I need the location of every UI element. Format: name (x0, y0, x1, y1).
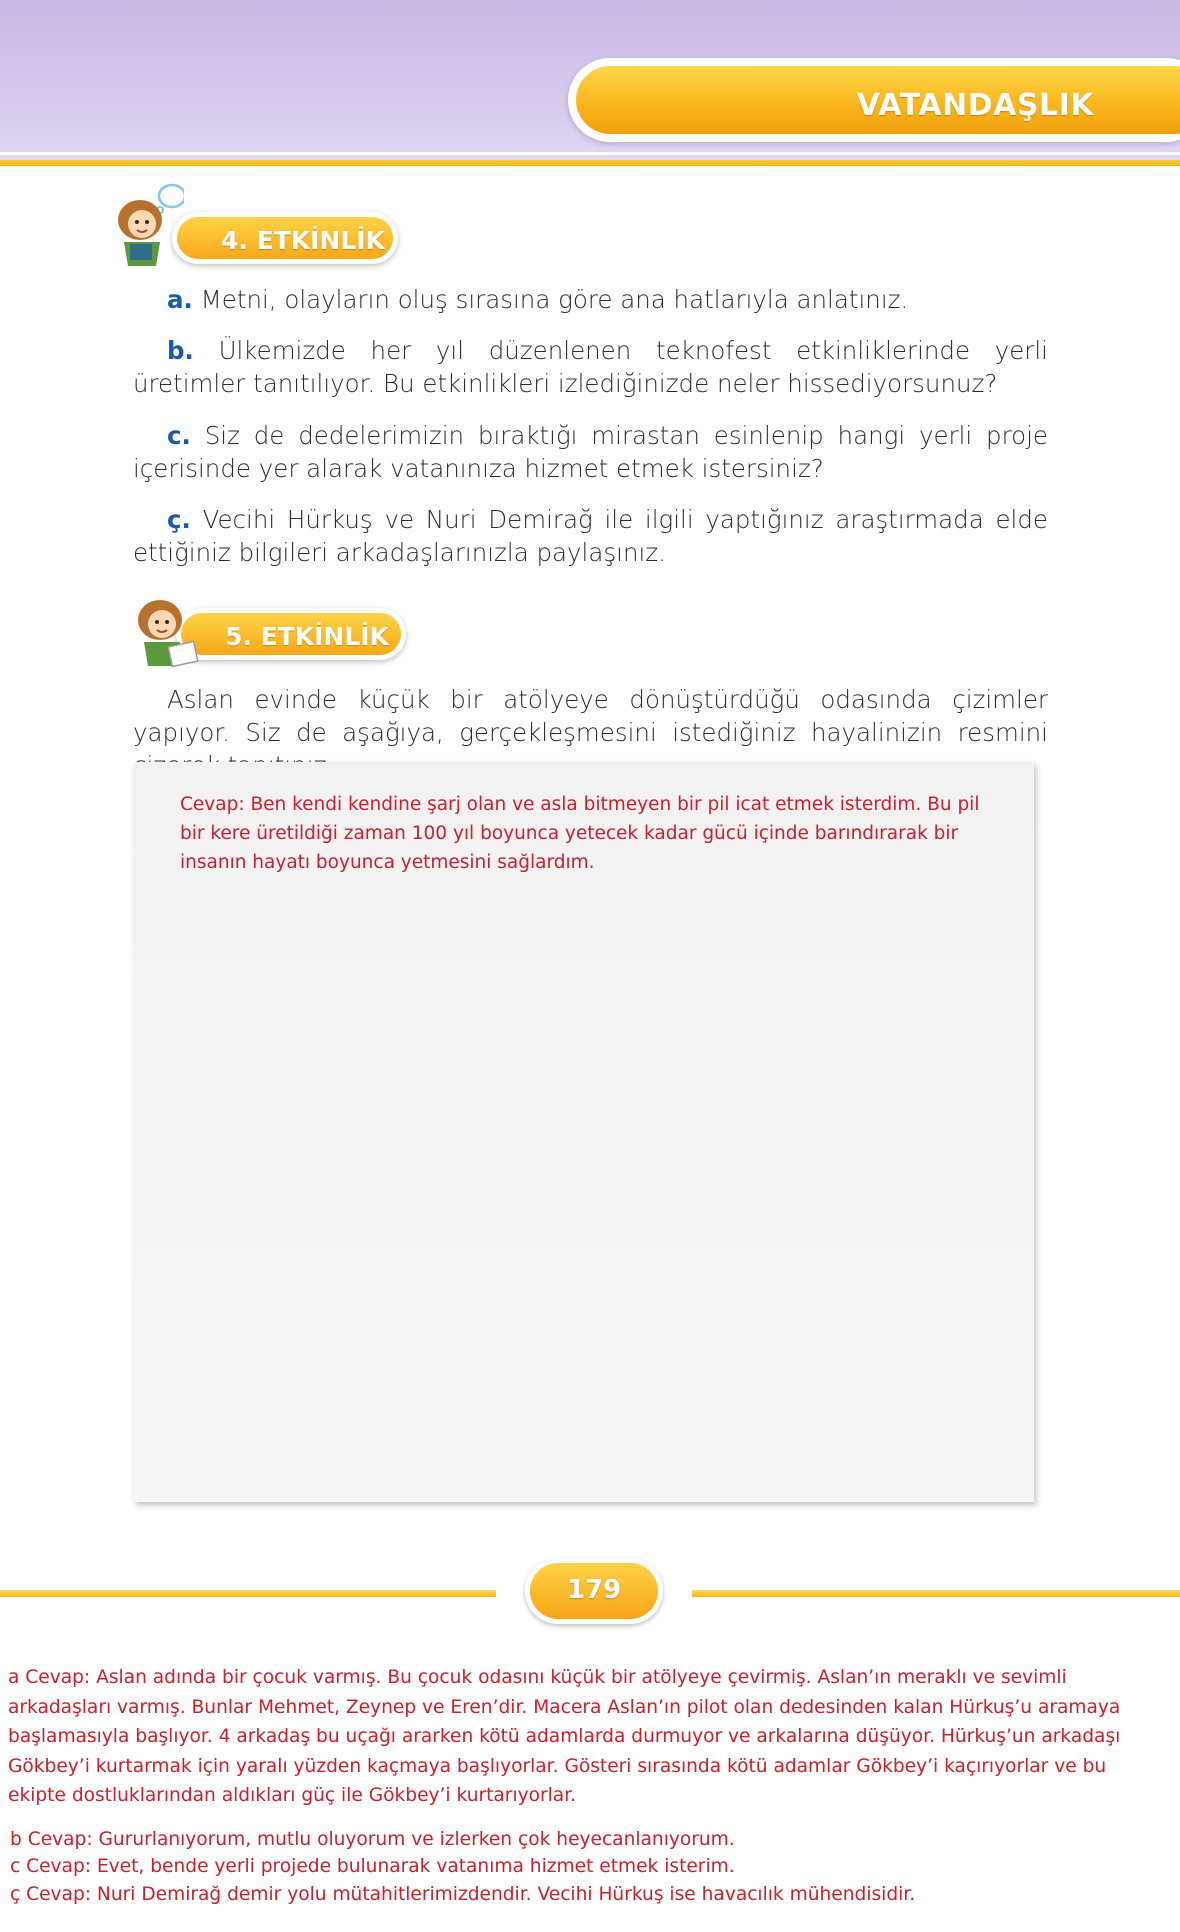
question-text: Ülkemizde her yıl düzenlenen teknofest etkinliklerinde yerli üretimler tanıtılıyor. Bu etkinlikleri izlediğinizde neler hissediyorsunuz? (133, 336, 1048, 398)
question-letter: c. (167, 421, 191, 450)
answer-a: a Cevap: Aslan adında bir çocuk varmış. Bu çocuk odasını küçük bir atölyeye çevirmiş. Aslan’ın meraklı ve sevimli arkadaşları varmış. Bunlar Mehmet, Zeynep ve Eren’dir. Macera Aslan’ın pilot olan dedesinden kalan Hürkuş’u aramaya başlamasıyla başlıyor. 4 arkadaş bu uçağı ararken kötü adamlarda durmuyor ve arkalarına düşüyor. Hürkuş’un arkadaşı Gökbey’i kurtarmak için yaralı yüzden kaçmaya başlıyorlar. Gösteri sırasında kötü adamlar Gökbey’i kaçırıyorlar ve bu ekipte dostluklarından aldıkları güç ile Gökbey’i kurtarıyorlar. (8, 1667, 1121, 1806)
girl-thinking-icon (112, 180, 184, 268)
question-letter: b. (167, 336, 194, 365)
question-b (133, 334, 1048, 400)
header-divider-white (0, 152, 1180, 155)
footer-line-left (0, 1590, 496, 1597)
question-cc (133, 503, 1048, 569)
section-banner-fill (576, 66, 1180, 134)
activity4-badge (172, 212, 398, 264)
section-title: VATANDAŞLIK (856, 88, 1094, 123)
question-text: Vecihi Hürkuş ve Nuri Demirağ ile ilgili yaptığınız araştırmada elde ettiğiniz bilgileri arkadaşlarınızla paylaşınız. (133, 505, 1048, 567)
activity4-label: 4. ETKİNLİK (221, 226, 385, 255)
page-number-fill (530, 1563, 658, 1619)
activity5-badge (176, 608, 406, 660)
page-number-badge (525, 1558, 663, 1624)
instruction-text: Aslan evinde küçük bir atölyeye dönüştürdüğü odasında çizimler yapıyor. Siz de aşağıya, gerçekleşmesini istediğiniz hayalinizin resmini (133, 685, 1048, 747)
activity4-badge-fill (177, 217, 393, 259)
footer-line-right (692, 1590, 1180, 1597)
drawing-area[interactable] (134, 762, 1034, 1502)
question-text: Metni, olayların oluş sırasına göre ana hatlarıyla anlatınız. (200, 285, 909, 314)
section-banner (568, 58, 1180, 142)
question-letter: a. (167, 285, 193, 314)
question-c (133, 419, 1048, 485)
activity5-label: 5. ETKİNLİK (225, 622, 389, 651)
girl-drawing-icon (130, 586, 202, 674)
answer-cc: ç Cevap: Nuri Demirağ demir yolu mütahitlerimizdendir. Vecihi Hürkuş ise havacılık mühendisidir. (10, 1884, 916, 1905)
activity5-badge-fill (181, 613, 401, 655)
question-text: Siz de dedelerimizin bıraktığı mirastan esinlenip hangi yerli proje içerisinde yer alarak vatanınıza hizmet etmek istersiniz? (133, 421, 1049, 483)
question-letter: ç. (167, 505, 191, 534)
question-a (133, 283, 1048, 316)
activity5-answer: Cevap: Ben kendi kendine şarj olan ve asla bitmeyen bir pil icat etmek isterdim. Bu pil bir kere üretildiği zaman 100 yıl boyunca yetecek kadar gücü içinde barındırarak bir insanın hayatı boyunca yetmesini sağlardım. (180, 794, 980, 873)
page-number: 179 (566, 1575, 622, 1605)
header-divider (0, 160, 1180, 166)
answer-c: c Cevap: Evet, bende yerli projede bulunarak vatanıma hizmet etmek isterim. (10, 1856, 735, 1877)
answer-b: b Cevap: Gururlanıyorum, mutlu oluyorum ve izlerken çok heyecanlanıyorum. (10, 1829, 735, 1850)
